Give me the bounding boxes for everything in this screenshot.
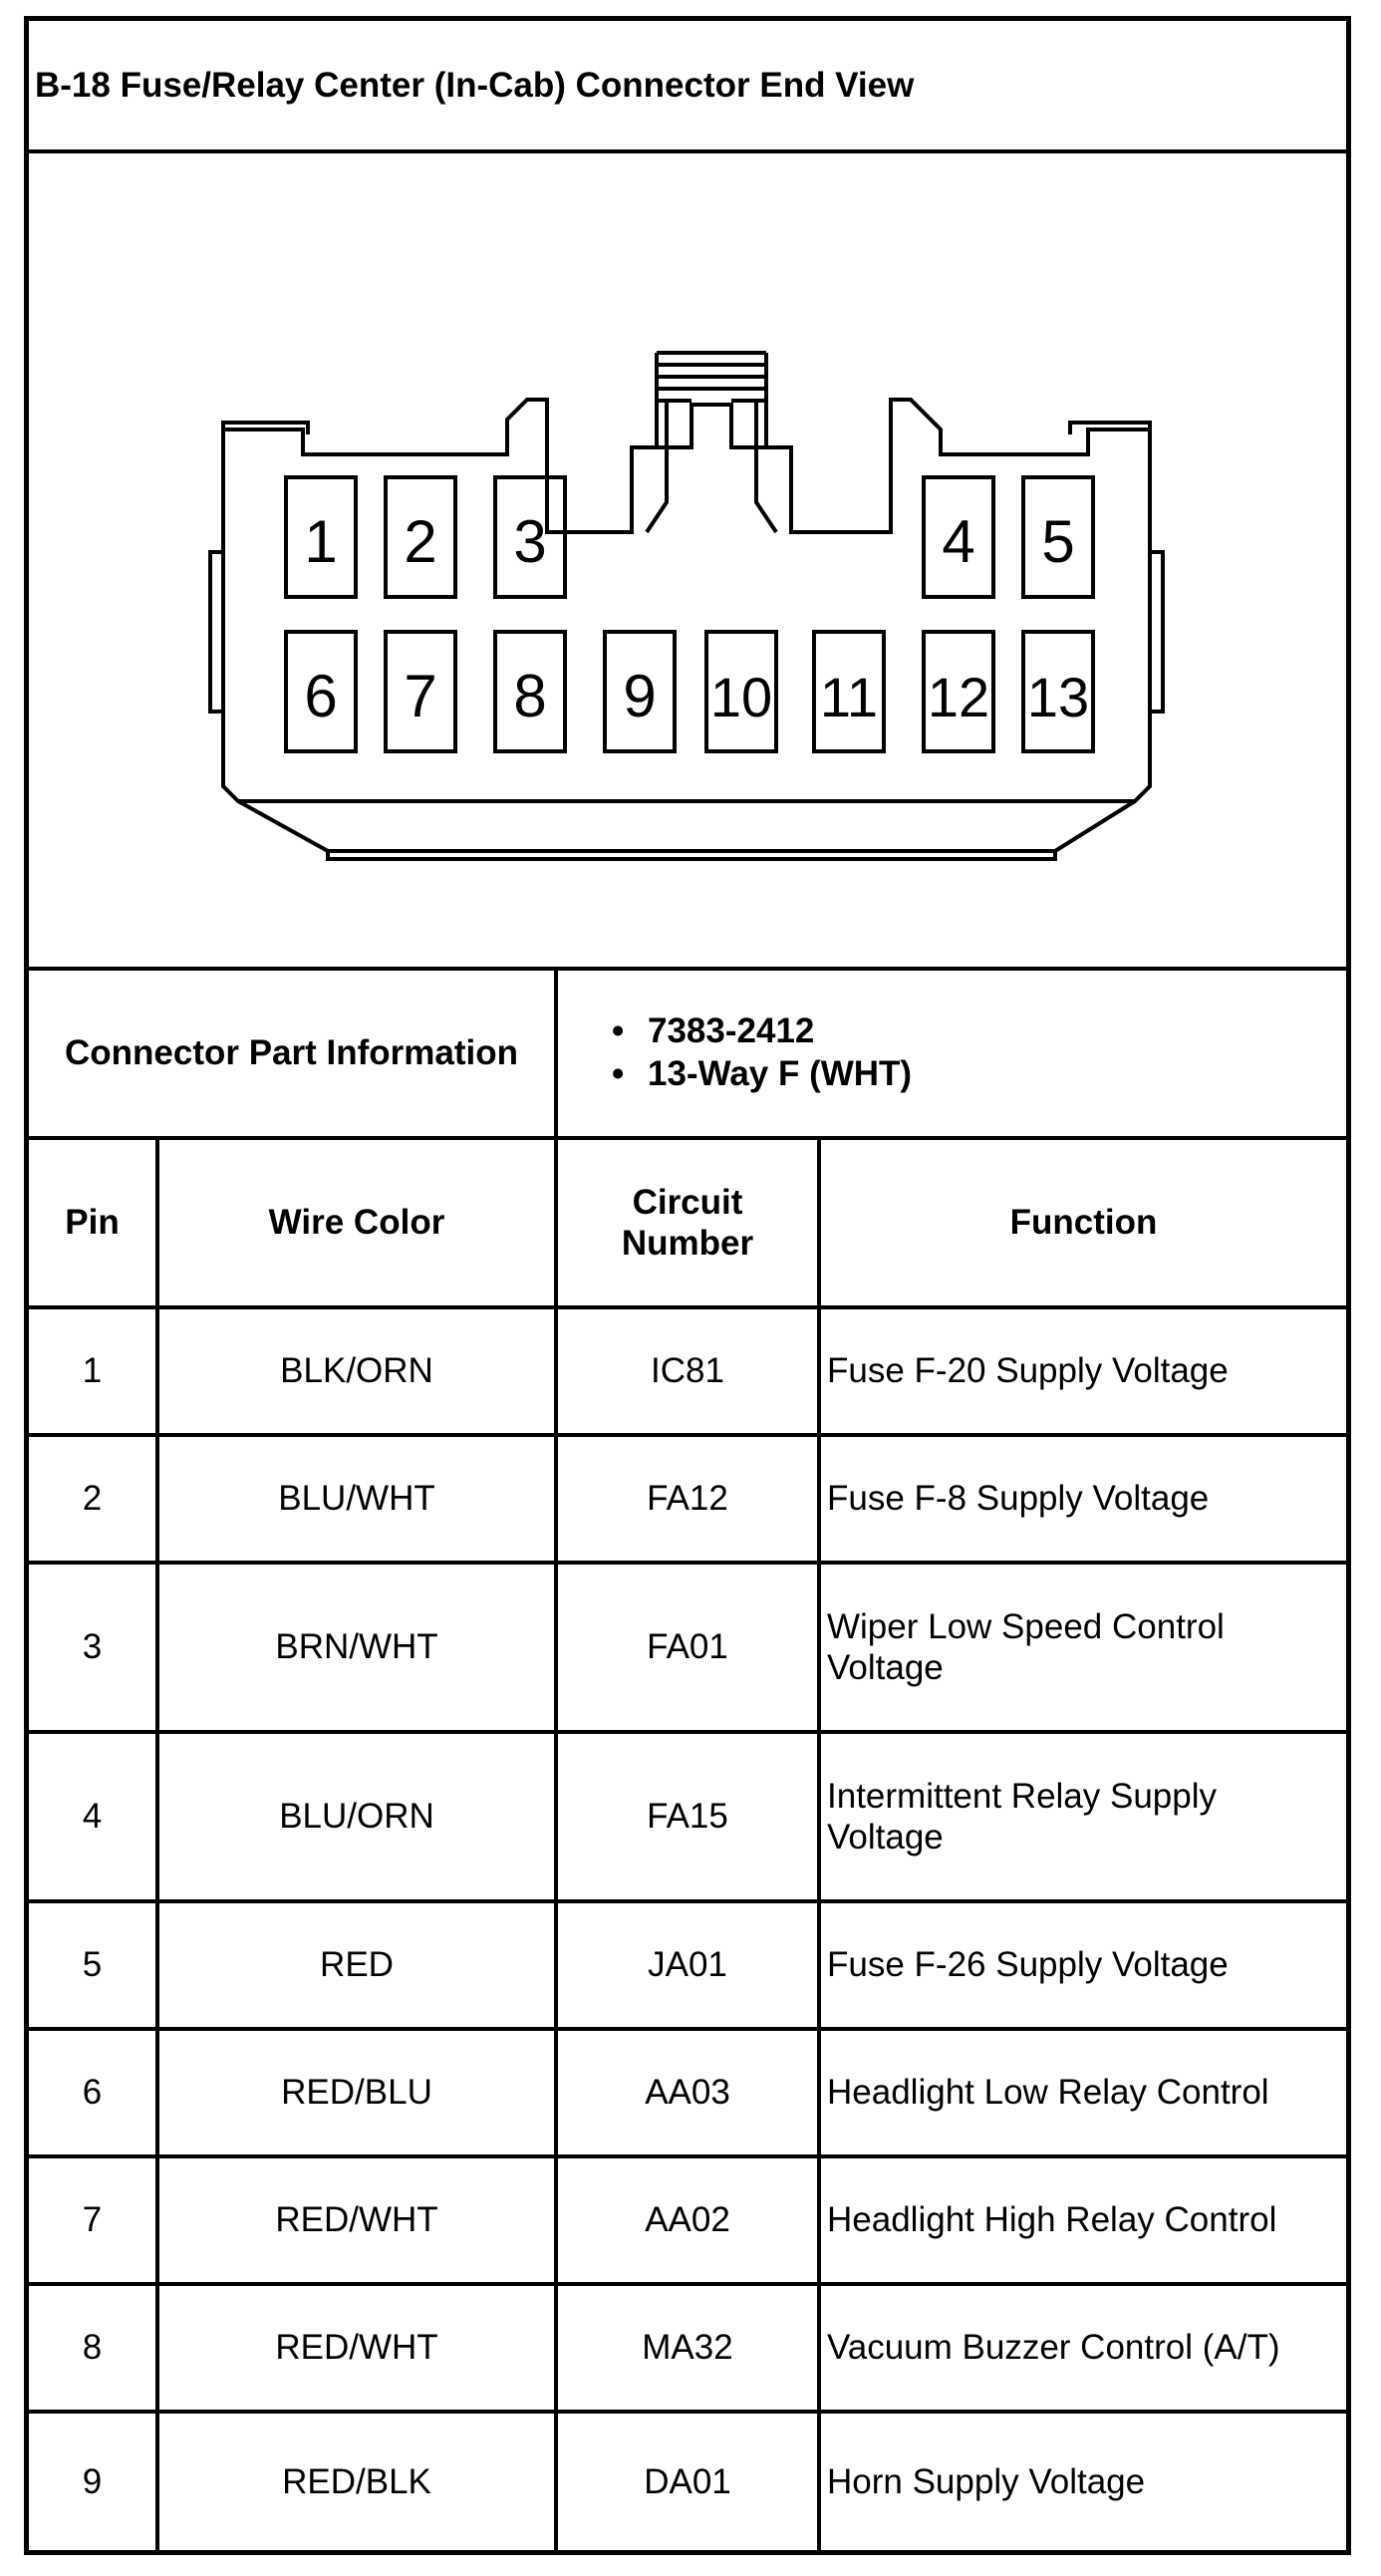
page-title: B-18 Fuse/Relay Center (In-Cab) Connector End View — [35, 65, 915, 105]
pin-label: 2 — [404, 508, 437, 575]
wire-color-cell: RED/WHT — [159, 2286, 558, 2410]
header-circuit-line1: Circuit — [632, 1182, 743, 1222]
circuit-cell: FA12 — [558, 1437, 821, 1561]
header-wire-color: Wire Color — [159, 1140, 558, 1305]
pin-cavity-11 — [814, 632, 884, 751]
pin-label: 8 — [513, 663, 547, 729]
pin-label: 13 — [1026, 666, 1090, 728]
table-row — [29, 1565, 1346, 1734]
pin-cavity-6 — [286, 632, 356, 751]
wire-color-cell: RED/BLK — [159, 2414, 558, 2551]
table-row — [29, 2158, 1346, 2286]
pin-label: 5 — [1041, 508, 1075, 575]
pin-label: 12 — [927, 666, 990, 728]
part-info-label: Connector Part Information — [29, 971, 558, 1136]
part-info-row — [29, 971, 1346, 1140]
table-row — [29, 2031, 1346, 2158]
connector-diagram-row — [29, 153, 1346, 971]
pin-cavity-13 — [1023, 632, 1093, 751]
connector-end-view-diagram — [29, 153, 1346, 967]
pin-cavity-1 — [286, 477, 356, 597]
pin-label: 1 — [304, 508, 338, 575]
table-header-row — [29, 1140, 1346, 1309]
wire-color-cell: RED/WHT — [159, 2158, 558, 2282]
wire-color-cell: BLU/WHT — [159, 1437, 558, 1561]
pin-cavity-3 — [495, 477, 565, 597]
pin-cavity-4 — [924, 477, 993, 597]
pin-label: 11 — [819, 666, 879, 728]
circuit-cell: AA02 — [558, 2158, 821, 2282]
function-cell: Fuse F-26 Supply Voltage — [827, 1945, 1229, 1985]
pin-cell: 1 — [29, 1309, 159, 1433]
circuit-cell: FA01 — [558, 1565, 821, 1730]
function-cell: Fuse F-8 Supply Voltage — [827, 1479, 1210, 1519]
function-cell: Fuse F-20 Supply Voltage — [827, 1351, 1229, 1391]
part-number: • 7383-2412 — [648, 1010, 912, 1053]
pin-cavity-9 — [605, 632, 675, 751]
pin-cavity-5 — [1023, 477, 1093, 597]
pin-cell: 9 — [29, 2414, 159, 2551]
pin-label: 3 — [513, 508, 547, 575]
wire-color-cell: BLU/ORN — [159, 1734, 558, 1899]
circuit-cell: IC81 — [558, 1309, 821, 1433]
circuit-cell: AA03 — [558, 2031, 821, 2154]
function-cell: Vacuum Buzzer Control (A/T) — [827, 2328, 1280, 2368]
header-circuit-number — [558, 1140, 821, 1305]
pin-cell: 4 — [29, 1734, 159, 1899]
function-cell: Intermittent Relay Supply Voltage — [827, 1776, 1218, 1857]
pin-cell: 7 — [29, 2158, 159, 2282]
circuit-cell: DA01 — [558, 2414, 821, 2551]
connector-sheet — [24, 16, 1351, 2555]
connector-type: • 13-Way F (WHT) — [648, 1053, 912, 1096]
function-cell: Headlight High Relay Control — [827, 2200, 1277, 2240]
circuit-cell: FA15 — [558, 1734, 821, 1899]
table-row — [29, 1309, 1346, 1437]
pin-cell: 8 — [29, 2286, 159, 2410]
header-pin: Pin — [29, 1140, 159, 1305]
part-info-values — [558, 971, 1346, 1136]
pin-label: 10 — [709, 666, 773, 728]
table-row — [29, 2414, 1346, 2551]
pin-label: 6 — [304, 663, 338, 729]
header-function: Function — [1009, 1203, 1158, 1243]
pin-cavity-7 — [386, 632, 455, 751]
function-cell: Headlight Low Relay Control — [827, 2073, 1269, 2113]
wire-color-cell: BLK/ORN — [159, 1309, 558, 1433]
pin-cavity-12 — [924, 632, 993, 751]
title-row — [29, 21, 1346, 153]
top-pin-row — [286, 477, 1093, 597]
wire-color-cell: RED — [159, 1903, 558, 2027]
pin-cell: 5 — [29, 1903, 159, 2027]
bottom-pin-row — [286, 632, 1093, 751]
pin-label: 4 — [942, 508, 975, 575]
function-cell: Wiper Low Speed Control Voltage — [827, 1606, 1225, 1687]
table-row — [29, 1734, 1346, 1903]
pin-cell: 2 — [29, 1437, 159, 1561]
circuit-cell: JA01 — [558, 1903, 821, 2027]
table-row — [29, 1437, 1346, 1565]
part-info-list — [558, 1010, 912, 1095]
pin-cavity-2 — [386, 477, 455, 597]
wire-color-cell: RED/BLU — [159, 2031, 558, 2154]
pin-label: 9 — [623, 663, 657, 729]
table-row — [29, 2286, 1346, 2414]
pin-cavity-8 — [495, 632, 565, 751]
pin-cell: 3 — [29, 1565, 159, 1730]
circuit-cell: MA32 — [558, 2286, 821, 2410]
pin-cell: 6 — [29, 2031, 159, 2154]
table-row — [29, 1903, 1346, 2031]
function-cell: Horn Supply Voltage — [827, 2462, 1146, 2502]
pin-label: 7 — [404, 663, 437, 729]
wire-color-cell: BRN/WHT — [159, 1565, 558, 1730]
header-circuit-line2: Number — [621, 1224, 754, 1263]
pin-cavity-10 — [706, 632, 776, 751]
